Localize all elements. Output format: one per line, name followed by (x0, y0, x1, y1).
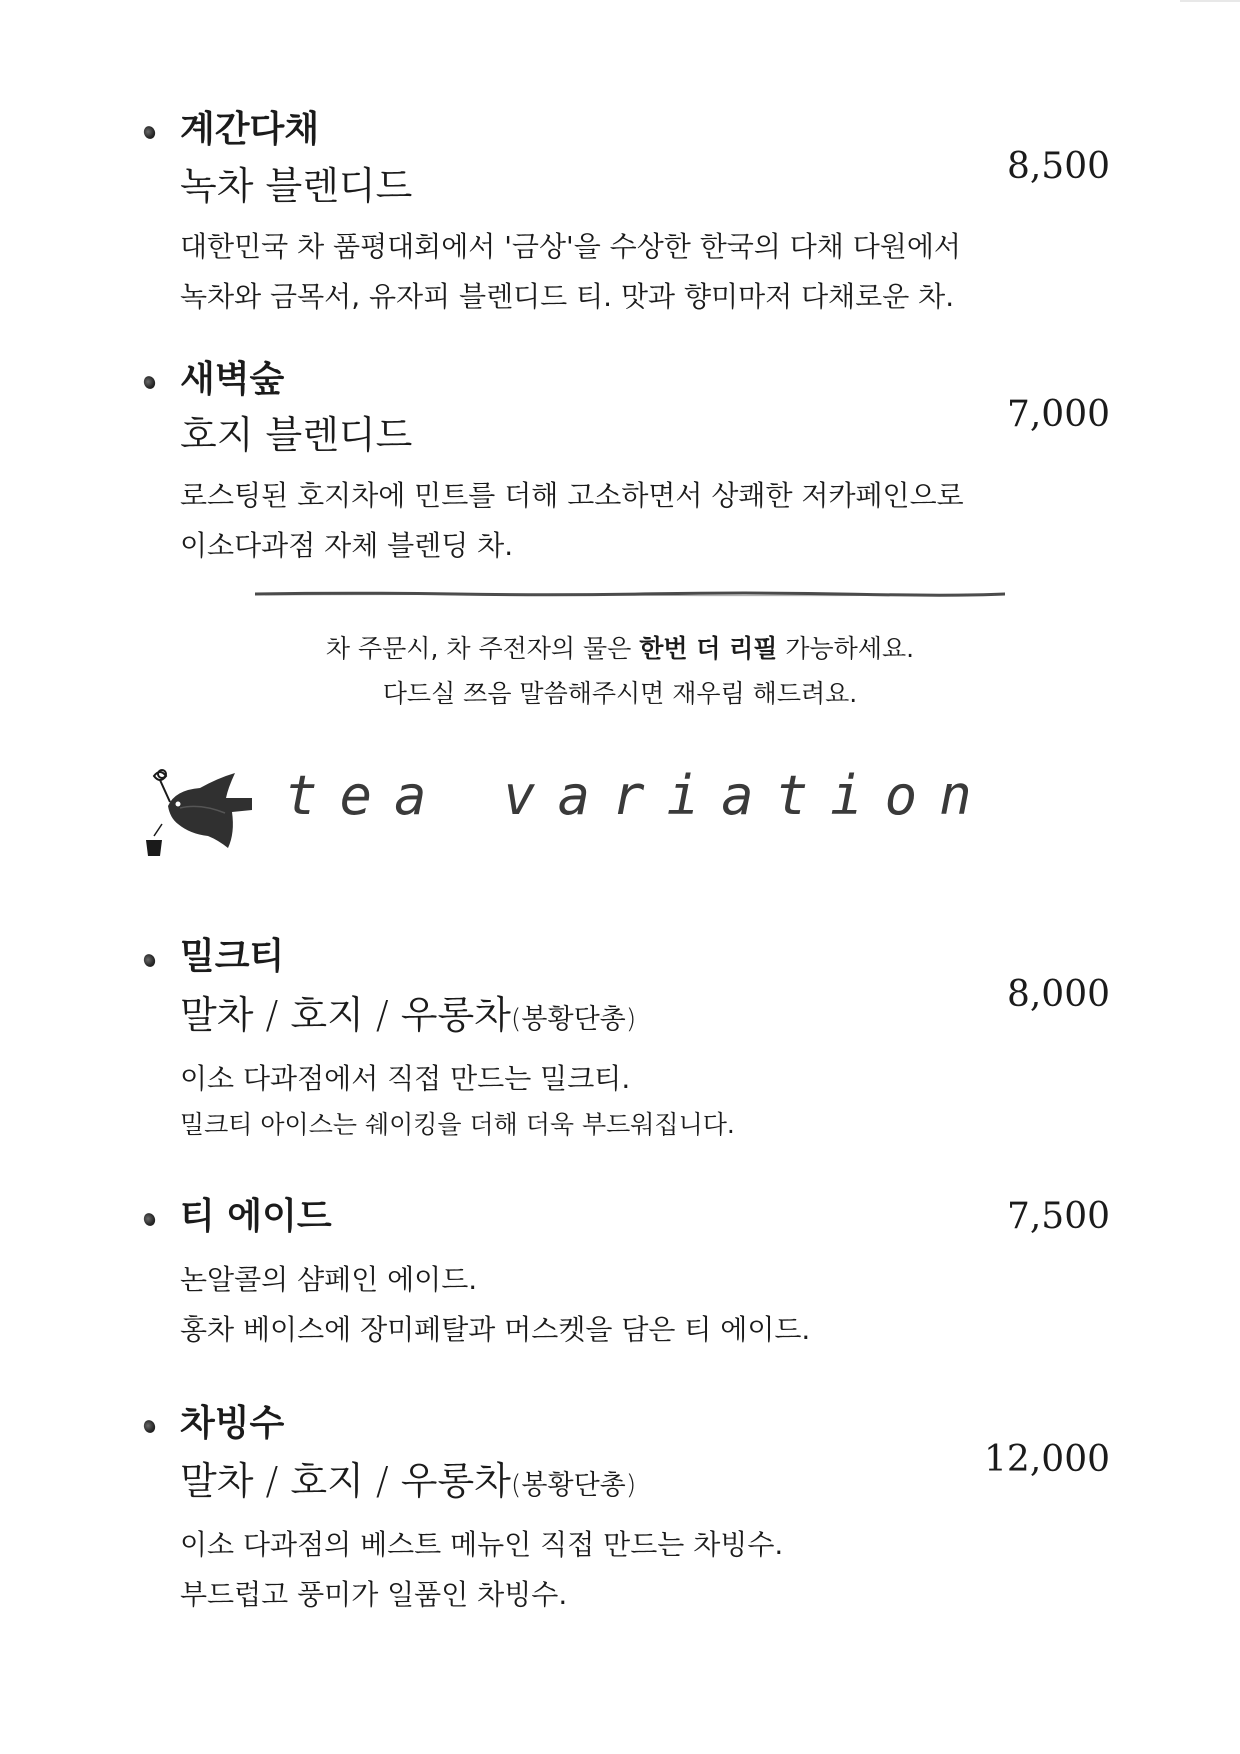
bullet-icon (142, 953, 157, 969)
item-price: 8,000 (1006, 974, 1110, 1015)
item-desc-line: 대한민국 차 품평대회에서 '금상'을 수상한 한국의 다채 다원에서 (180, 230, 961, 263)
pencil-divider (255, 591, 1005, 597)
item-desc-line: 부드럽고 풍미가 일품인 차빙수. (180, 1578, 568, 1611)
item-price: 8,500 (1006, 146, 1110, 187)
item-desc-line: 이소 다과점의 베스트 메뉴인 직접 만드는 차빙수. (180, 1528, 784, 1561)
refill-notice-line2: 다드실 쯔음 말씀해주시면 재우림 해드려요. (382, 679, 858, 708)
item-price: 7,000 (1006, 394, 1110, 435)
item-name: 차빙수 (180, 1403, 285, 1444)
item-name: 밀크티 (180, 936, 285, 977)
item-desc-line: 논알콜의 샴페인 에이드. (180, 1263, 478, 1296)
refill-highlight: 한번 더 리필 (639, 634, 778, 663)
item-subtitle: 호지 블렌디드 (180, 413, 413, 457)
item-name: 새벽숲 (180, 359, 285, 400)
item-desc-line: 로스팅된 호지차에 민트를 더해 고소하면서 상쾌한 저카페인으로 (180, 479, 964, 512)
page-edge-line (1180, 0, 1240, 2)
bullet-icon (142, 125, 157, 141)
item-desc-line: 이소 다과점에서 직접 만드는 밀크티. (180, 1062, 631, 1095)
item-desc-line: 이소다과점 자체 블렌딩 차. (180, 529, 514, 562)
tea-variation-logo (140, 758, 994, 878)
item-desc-line: 홍차 베이스에 장미페탈과 머스켓을 담은 티 에이드. (180, 1313, 811, 1346)
item-desc-note: 밀크티 아이스는 쉐이킹을 더해 더욱 부드워집니다. (180, 1110, 735, 1139)
item-desc-line: 녹차와 금목서, 유자피 블렌디드 티. 맛과 향미마저 다채로운 차. (180, 280, 955, 313)
item-name: 티 에이드 (180, 1196, 332, 1237)
item-subtitle: 말차 / 호지 / 우롱차(봉황단총) (180, 1459, 637, 1503)
item-name: 계간다채 (180, 109, 320, 150)
bird-with-flower-icon (140, 758, 270, 868)
refill-notice-line1: 차 주문시, 차 주전자의 물은 한번 더 리필 가능하세요. (325, 634, 915, 663)
item-subtitle: 녹차 블렌디드 (180, 164, 413, 208)
bullet-icon (142, 1419, 157, 1435)
bullet-icon (142, 1212, 157, 1228)
item-price: 12,000 (984, 1439, 1110, 1480)
logo-wordmark: tea variation (285, 764, 994, 827)
bullet-icon (142, 375, 157, 391)
item-price: 7,500 (1006, 1196, 1110, 1237)
item-subtitle: 말차 / 호지 / 우롱차(봉황단총) (180, 993, 637, 1037)
